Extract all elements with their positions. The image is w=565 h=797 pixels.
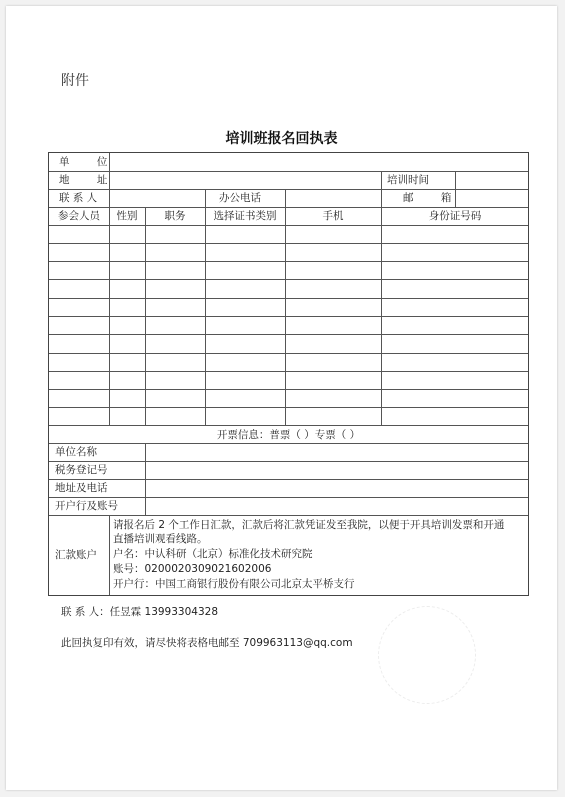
remit-account-number: 账号：0200020309021602006 [113, 563, 272, 575]
page-title: 培训班报名回执表 [225, 131, 338, 147]
column-divider [145, 443, 146, 516]
column-divider [381, 171, 382, 190]
invoice-address-phone-label: 地址及电话 [55, 482, 108, 494]
table-row [49, 371, 528, 372]
invoice-info: 开票信息：普票（ ）专票（ ） [216, 429, 361, 441]
column-divider [285, 189, 286, 208]
column-divider [205, 207, 206, 426]
row-divider [49, 515, 528, 516]
row-divider [49, 171, 528, 172]
column-divider [145, 207, 146, 426]
row-divider [49, 497, 528, 498]
table-row [49, 243, 528, 244]
row-divider [49, 461, 528, 462]
contact-label: 联 系 人 [59, 192, 98, 204]
table-row [49, 353, 528, 354]
column-divider [455, 171, 456, 208]
table-row [49, 316, 528, 317]
contact-person: 联 系 人：任昱霖 13993304328 [61, 606, 218, 618]
col-mobile: 手机 [322, 210, 344, 222]
row-divider [49, 225, 528, 226]
postcode-label: 邮 箱 [403, 192, 464, 204]
row-divider [49, 189, 528, 190]
address-label: 地 址 [59, 174, 120, 186]
table-row [49, 334, 528, 335]
column-divider [381, 189, 382, 208]
table-row [49, 389, 528, 390]
column-divider [109, 153, 110, 426]
table-row [49, 407, 528, 408]
attachment-label: 附件 [61, 73, 89, 89]
table-row [49, 261, 528, 262]
table-row [49, 425, 528, 426]
col-gender: 性别 [116, 210, 138, 222]
row-divider [49, 443, 528, 444]
row-divider [49, 479, 528, 480]
col-id-number: 身份证号码 [428, 210, 482, 222]
registration-form-table [48, 152, 529, 596]
column-divider [381, 207, 382, 426]
faint-seal-stamp [378, 606, 476, 704]
row-divider [49, 207, 528, 208]
unit-label: 单 位 [59, 156, 120, 168]
invoice-bank-account-label: 开户行及账号 [55, 500, 118, 512]
document-page [6, 6, 557, 790]
remit-line: 请报名后 2 个工作日汇款，汇款后将汇款凭证发至我院，以便于开具培训发票和开通 [113, 519, 505, 531]
remit-bank: 开户行：中国工商银行股份有限公司北京太平桥支行 [113, 578, 355, 590]
column-divider [109, 515, 110, 595]
col-participant: 参会人员 [58, 210, 100, 222]
table-row [49, 279, 528, 280]
invoice-company-name-label: 单位名称 [55, 446, 97, 458]
col-certificate: 选择证书类别 [213, 210, 277, 222]
column-divider [285, 207, 286, 426]
col-position: 职务 [164, 210, 186, 222]
table-row [49, 298, 528, 299]
training-time-label: 培训时间 [387, 174, 429, 186]
remit-line: 直播培训观看线路。 [113, 533, 208, 545]
remit-account-label: 汇款账户 [55, 549, 97, 561]
invoice-tax-id-label: 税务登记号 [55, 464, 108, 476]
remit-account-name: 户名：中认科研（北京）标准化技术研究院 [113, 548, 313, 560]
column-divider [205, 189, 206, 208]
office-phone-label: 办公电话 [219, 192, 261, 204]
copy-valid-note: 此回执复印有效，请尽快将表格电邮至 709963113@qq.com [61, 637, 353, 649]
